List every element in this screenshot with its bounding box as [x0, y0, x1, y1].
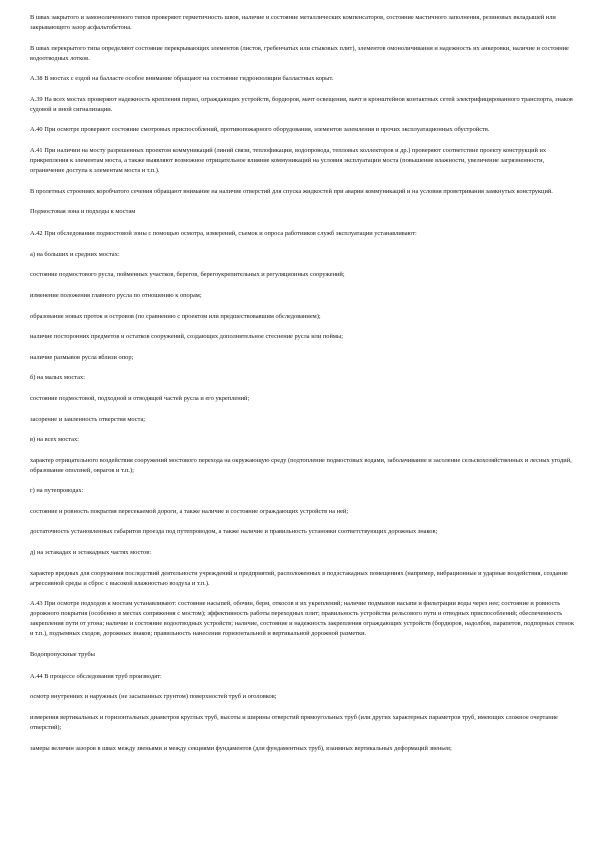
- list-heading-large-bridges: а) на больших и средних мостах:: [30, 250, 120, 258]
- paragraph-a43: А.43 При осмотре подходов к мостам устанавливают: состояние насыпей, обочин, берм, откосов и их укреплений; наличие подмывов насыпи и фильтрации воды через нее; состояние и ровность дорожного покрытия (особенно в местах сопряжения с мостом); эффективность работы переходных плит; правильность устройства рельсового пути и отводных приспособлений; обеспеченность закрепления пути от угона; наличие и состояние водоотводных устройств; наличие, состояние и надежность закрепления ограждающих устройств (бордюров, надолбов, парапетов, подпорных стенок и т.п.), подъемных сходов, дорожных знаков; правильность нанесения горизонтальной и вертикальной дорожной разметки.: [30, 600, 574, 638]
- paragraph-covered-joints: В швах перекрытого типа определяют состояние перекрывающих элементов (листов, гребенчатых или стыковых плит), элементов омоноличивания и надежность их анкеровки, наличие и состояние водоотводных лотков.: [30, 44, 569, 62]
- list-heading-overpasses: г) на путепроводах:: [30, 487, 84, 495]
- paragraph-a41: А.41 При наличии на мосту разрешенных проектом коммуникаций (линий связи, теплофикации, водопровода, тепловых коллекторов и др.) проверяют соответствие проекту конструкций их прикрепления к элементам моста, а также выявляют возможное отрицательное влияние коммуникаций на условия эксплуатации моста (повышение влажности, увеличение загрязненности, ограничение доступа к элементам моста и т.п.).: [30, 146, 547, 174]
- paragraph-a42: А.42 При обследовании подмостовой зоны с помощью осмотра, измерений, съемок и опроса работников служб эксплуатации устанавливают:: [30, 230, 417, 238]
- section-heading-underbridge-zone: Подмостовая зона и подходы к мостам: [30, 208, 136, 216]
- paragraph-a39: А.39 На всех мостах проверяют надежность крепления перил, ограждающих устройств, бордюров, мачт освещения, мачт и кронштейнов контактных сетей электрифицированного транспорта, знаков судовой и иной сигнализации.: [30, 95, 573, 113]
- paragraph-a38: А.38 В мостах с ездой на балласте особое внимание обращают на состояние гидроизоляции балластных корыт.: [30, 75, 334, 83]
- list-item: состояние подмостового русла, пойменных участков, берегов, берегоукрепительных и регуляционных сооружений;: [30, 271, 345, 279]
- paragraph-a40: А.40 При осмотре проверяют состояние смотровых приспособлений, противопожарного оборудования, элементов заземления и прочих эксплуатационных обустройств.: [30, 126, 490, 134]
- list-item: наличие посторонних предметов и остатков сооружений, создающих дополнительное стеснение русла или поймы;: [30, 333, 344, 341]
- list-item: засорение и заиленность отверстия моста;: [30, 415, 146, 423]
- list-item: достаточность установленных габаритов проезда под путепроводом, а также наличие и правильность установки соответствующих дорожных знаков;: [30, 528, 438, 536]
- list-item: наличие размывов русла вблизи опор;: [30, 353, 134, 361]
- list-item: изменение положения главного русла по отношению к опорам;: [30, 291, 202, 299]
- list-heading-small-bridges: б) на малых мостах:: [30, 374, 85, 382]
- list-item: измерения вертикальных и горизонтальных диаметров круглых труб, высоты и ширины отверстий прямоугольных труб (или других характерных параметров труб, имеющих сложное очертание отверстий);: [30, 714, 558, 732]
- list-item: характер отрицательного воздействия сооружений мостового перехода на окружающую среду (подтопление подмостовых водами, заболачивание и засоление сельскохозяйственных и лесных угодий, образование оползней, оврагов и т.п.);: [30, 456, 572, 474]
- paragraph-box-sections: В пролетных строениях коробчатого сечения обращают внимание на наличие отверстий для спуска жидкостей при аварии коммуникаций и на условия проветривания замкнутых конструкций.: [30, 187, 553, 195]
- list-item: образование новых проток и островов (по сравнению с проектом или предшествовавшим обследованием);: [30, 312, 321, 320]
- list-heading-all-bridges: в) на всех мостах:: [30, 436, 79, 444]
- list-item: осмотр внутренних и наружных (не засыпанных грунтом) поверхностей труб и оголовков;: [30, 693, 277, 701]
- section-heading-culverts: Водопропускные трубы: [30, 650, 95, 658]
- document-page: [30, 13, 574, 764]
- list-item: состояние и ровность покрытия пересекаемой дороги, а также наличие и состояние ограждающих устройств на ней;: [30, 507, 349, 515]
- list-item: характер вредных для сооружения последствий деятельности учреждений и предприятий, расположенных в подэстакадных помещениях (например, вибрационные и ударные воздействия, создание агрессивной среды и сброс с высокой влажностью воздуха и т.п.).: [30, 569, 568, 587]
- paragraph-a44: А.44 В процессе обследования труб производят:: [30, 672, 162, 680]
- list-heading-trestles: д) на эстакадах и эстакадных частях мостов:: [30, 549, 152, 557]
- list-item: состояние подмостовой, подходной и отводящей частей русла и его укреплений;: [30, 394, 250, 402]
- list-item: замеры величин зазоров в швах между звеньями и между секциями фундаментов (для фундаментных труб), взаимных вертикальных деформаций звеньев;: [30, 744, 452, 752]
- paragraph-closed-joints: В швах закрытого и замоноличенного типов проверяют герметичность швов, наличие и состояние металлических компенсаторов, состояние мастичного заполнения, резиновых вкладышей или закрывающего зазор асфальтобетона.: [30, 14, 556, 31]
